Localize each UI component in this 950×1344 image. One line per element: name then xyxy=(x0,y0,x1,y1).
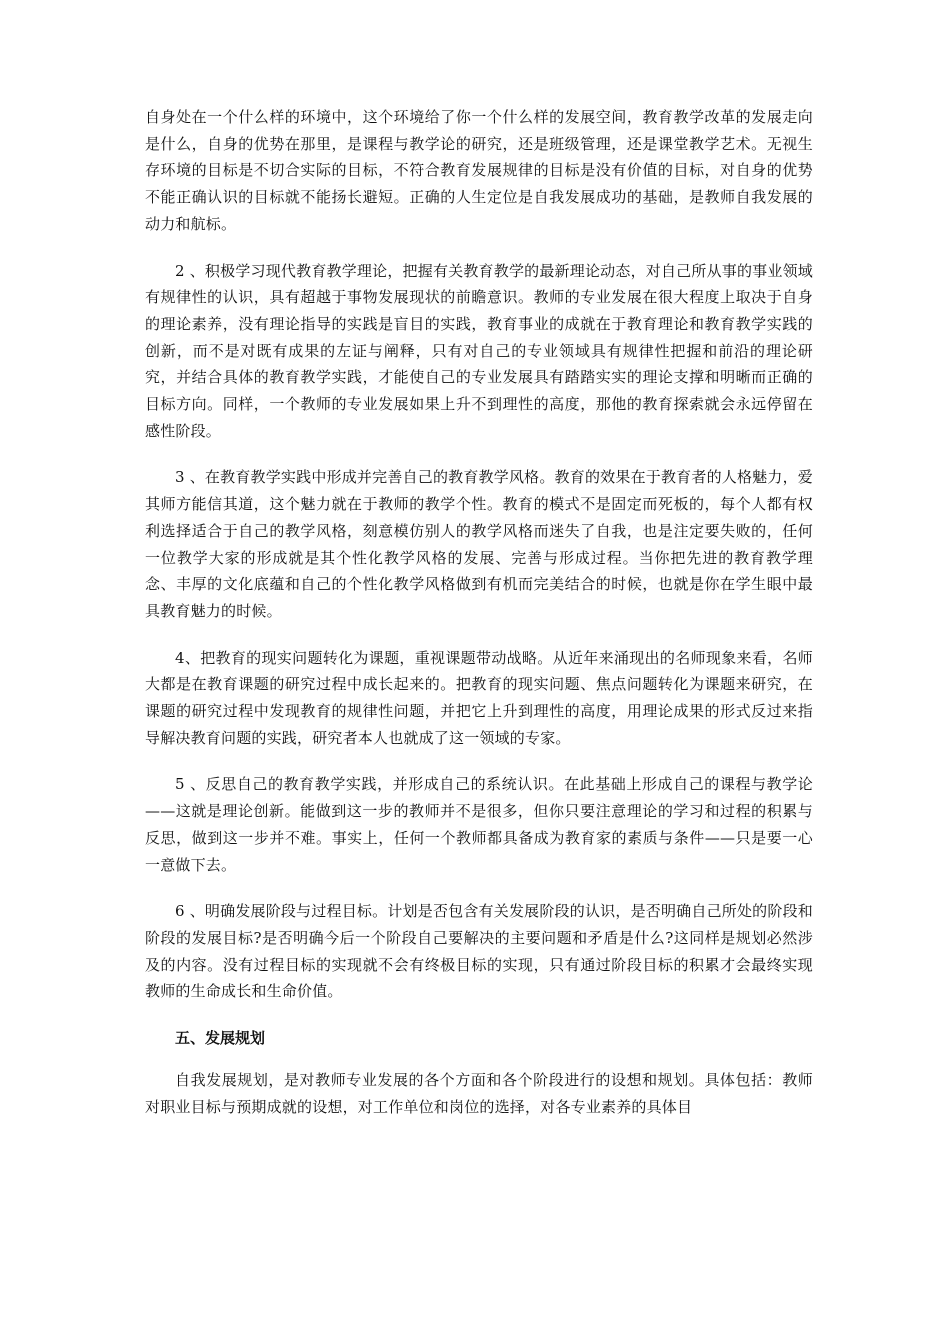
paragraph-item-6: 6 、明确发展阶段与过程目标。计划是否包含有关发展阶段的认识，是否明确自己所处的阶段和阶段的发展目标?是否明确今后一个阶段自己要解决的主要问题和矛盾是什么?这同样是规划必然涉及的内容。没有过程目标的实现就不会有终极目标的实现，只有通过阶段目标的积累才会最终实现教师的生命成长和生命价值。 xyxy=(145,902,813,1001)
section-heading: 五、发展规划 xyxy=(175,1029,266,1048)
paragraph-item-3: 3 、在教育教学实践中形成并完善自己的教育教学风格。教育的效果在于教育者的人格魅力，爱其师方能信其道，这个魅力就在于教师的教学个性。教育的模式不是固定而死板的，每个人都有权利选择适合于自己的教学风格，刻意模仿别人的教学风格而迷失了自我，也是注定要失败的，任何一位教学大家的形成就是其个性化教学风格的发展、完善与形成过程。当你把先进的教育教学理念、丰厚的文化底蕴和自己的个性化教学风格做到有机而完美结合的时候，也就是你在学生眼中最具教育魅力的时候。 xyxy=(145,468,813,620)
document-page xyxy=(145,104,813,1141)
paragraph-item-5: 5 、反思自己的教育教学实践，并形成自己的系统认识。在此基础上形成自己的课程与教学论——这就是理论创新。能做到这一步的教师并不是很多，但你只要注意理论的学习和过程的积累与反思，做到这一步并不难。事实上，任何一个教师都具备成为教育家的素质与条件——只是要一心一意做下去。 xyxy=(145,775,813,874)
paragraph-context: 自身处在一个什么样的环境中，这个环境给了你一个什么样的发展空间，教育教学改革的发展走向是什么，自身的优势在那里，是课程与教学论的研究，还是班级管理，还是课堂教学艺术。无视生存环境的目标是不切合实际的目标，不符合教育发展规律的目标是没有价值的目标，对自身的优势不能正确认识的目标就不能扬长避短。正确的人生定位是自我发展成功的基础，是教师自我发展的动力和航标。 xyxy=(145,108,813,233)
paragraph-development-plan: 自我发展规划，是对教师专业发展的各个方面和各个阶段进行的设想和规划。具体包括：教师对职业目标与预期成就的设想，对工作单位和岗位的选择，对各专业素养的具体目 xyxy=(145,1071,813,1116)
paragraph-item-2: 2 、积极学习现代教育教学理论，把握有关教育教学的最新理论动态，对自己所从事的事业领域有规律性的认识，具有超越于事物发展现状的前瞻意识。教师的专业发展在很大程度上取决于自身的理论素养，没有理论指导的实践是盲目的实践，教育事业的成就在于教育理论和教育教学实践的创新，而不是对既有成果的左证与阐释，只有对自己的专业领域具有规律性把握和前沿的理论研究，并结合具体的教育教学实践，才能使自己的专业发展具有踏踏实实的理论支撑和明晰而正确的目标方向。同样，一个教师的专业发展如果上升不到理性的高度，那他的教育探索就会永远停留在感性阶段。 xyxy=(145,261,813,440)
paragraph-item-4: 4、把教育的现实问题转化为课题，重视课题带动战略。从近年来涌现出的名师现象来看，名师大都是在教育课题的研究过程中成长起来的。把教育的现实问题、焦点问题转化为课题来研究，在课题的研究过程中发现教育的规律性问题，并把它上升到理性的高度，用理论成果的形式反过来指导解决教育问题的实践，研究者本人也就成了这一领域的专家。 xyxy=(145,648,813,747)
